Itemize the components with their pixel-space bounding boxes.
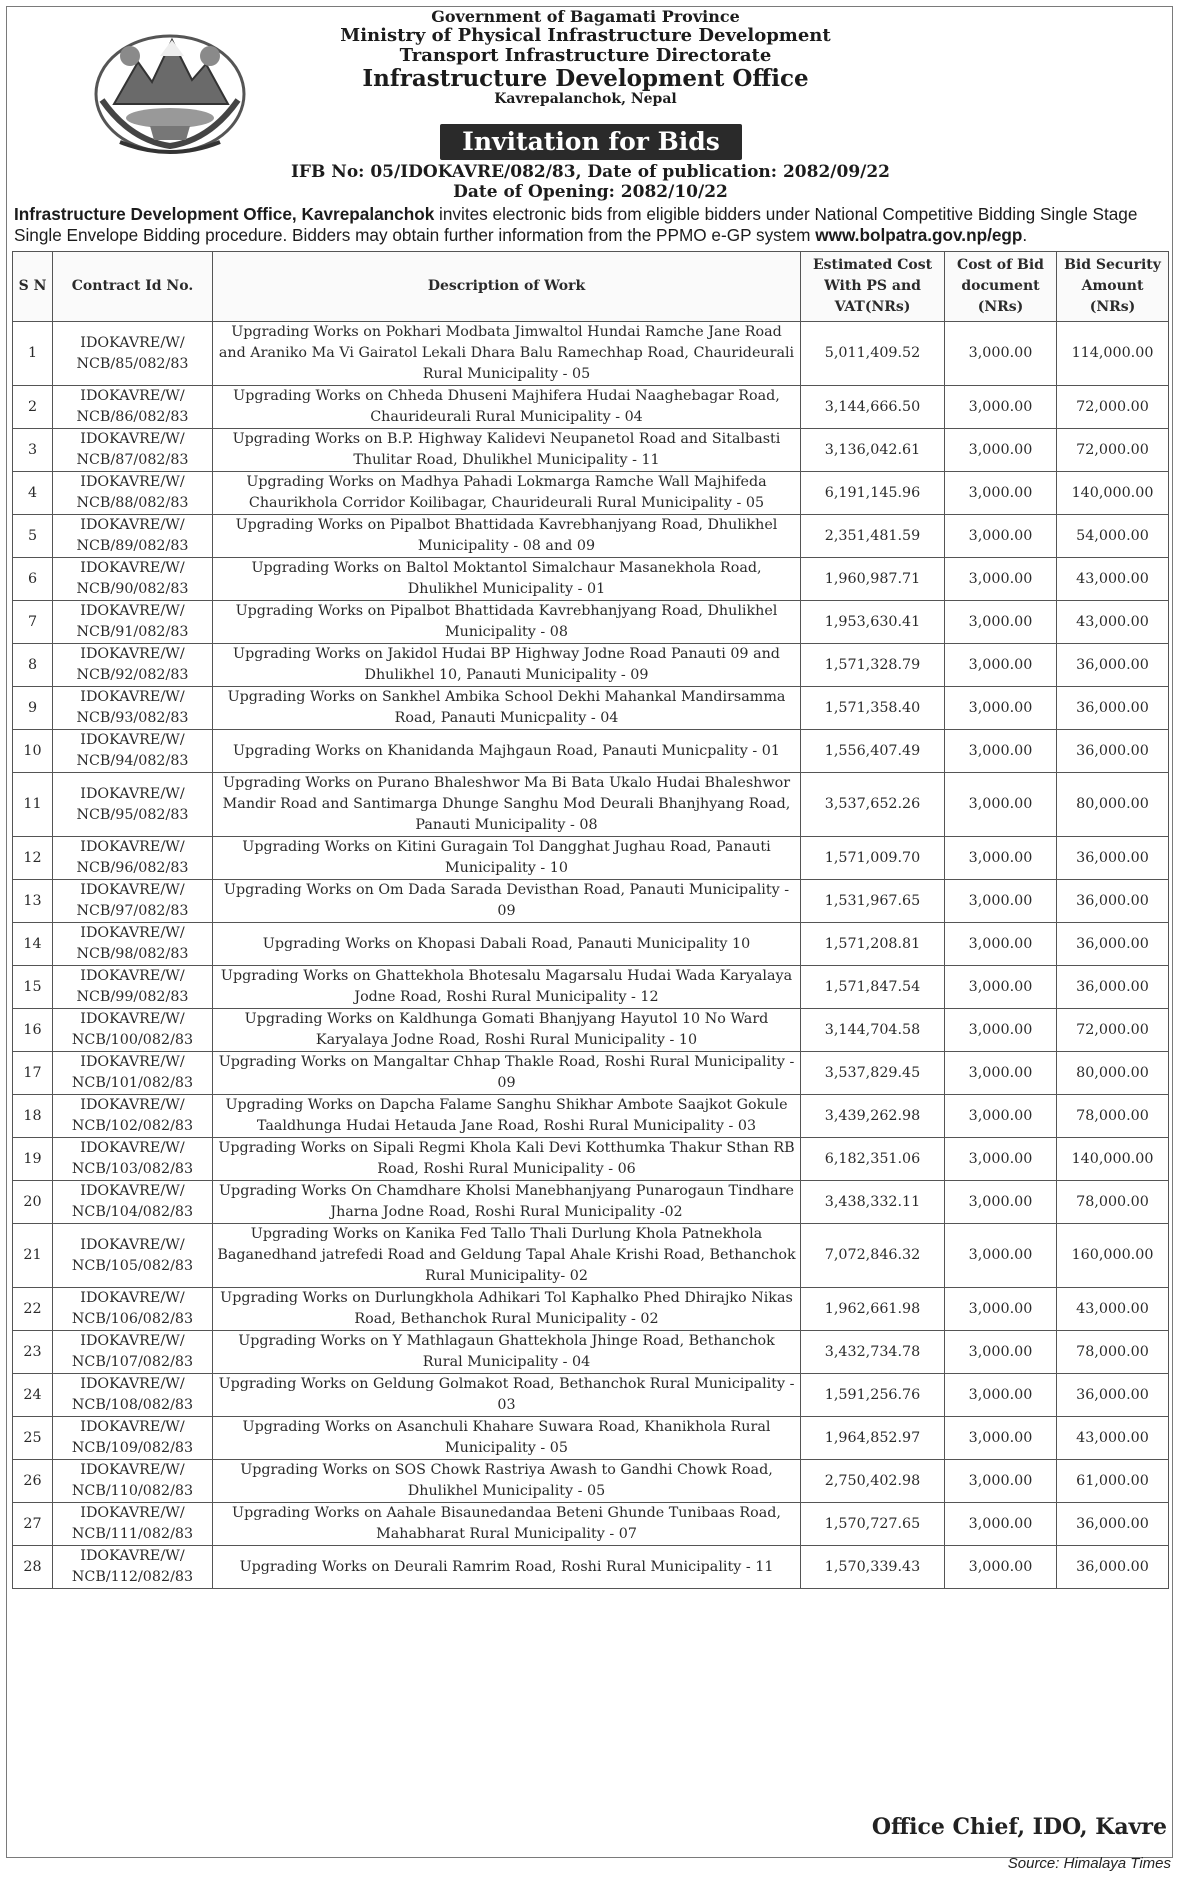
table-row <box>13 558 1169 601</box>
row-sn: 23 <box>13 1331 53 1374</box>
row-contract-id: IDOKAVRE/W/ NCB/97/082/83 <box>53 880 213 923</box>
row-doc-cost: 3,000.00 <box>945 1095 1057 1138</box>
row-bid-security: 72,000.00 <box>1057 1009 1169 1052</box>
table-row <box>13 1052 1169 1095</box>
row-bid-security: 43,000.00 <box>1057 1288 1169 1331</box>
table-row <box>13 1224 1169 1288</box>
row-sn: 22 <box>13 1288 53 1331</box>
row-contract-id: IDOKAVRE/W/ NCB/88/082/83 <box>53 472 213 515</box>
row-bid-security: 78,000.00 <box>1057 1095 1169 1138</box>
table-row <box>13 923 1169 966</box>
table-row <box>13 1503 1169 1546</box>
row-contract-id: IDOKAVRE/W/ NCB/105/082/83 <box>53 1224 213 1288</box>
row-contract-id: IDOKAVRE/W/ NCB/111/082/83 <box>53 1503 213 1546</box>
row-sn: 19 <box>13 1138 53 1181</box>
row-description: Upgrading Works on Chheda Dhuseni Majhifera Hudai Naaghebagar Road, Chaurideurali Rural Municipality - 04 <box>213 386 801 429</box>
row-bid-security: 43,000.00 <box>1057 558 1169 601</box>
row-bid-security: 61,000.00 <box>1057 1460 1169 1503</box>
row-contract-id: IDOKAVRE/W/ NCB/96/082/83 <box>53 837 213 880</box>
row-bid-security: 78,000.00 <box>1057 1331 1169 1374</box>
row-doc-cost: 3,000.00 <box>945 601 1057 644</box>
row-bid-security: 72,000.00 <box>1057 386 1169 429</box>
row-sn: 13 <box>13 880 53 923</box>
row-estimated-cost: 1,570,339.43 <box>801 1546 945 1589</box>
row-estimated-cost: 6,182,351.06 <box>801 1138 945 1181</box>
row-contract-id: IDOKAVRE/W/ NCB/101/082/83 <box>53 1052 213 1095</box>
row-doc-cost: 3,000.00 <box>945 429 1057 472</box>
row-doc-cost: 3,000.00 <box>945 322 1057 386</box>
row-bid-security: 72,000.00 <box>1057 429 1169 472</box>
row-doc-cost: 3,000.00 <box>945 515 1057 558</box>
row-estimated-cost: 1,571,847.54 <box>801 966 945 1009</box>
row-estimated-cost: 3,537,652.26 <box>801 773 945 837</box>
row-estimated-cost: 2,750,402.98 <box>801 1460 945 1503</box>
row-description: Upgrading Works on Y Mathlagaun Ghattekhola Jhinge Road, Bethanchok Rural Municipality - 04 <box>213 1331 801 1374</box>
bids-table <box>12 251 1169 1589</box>
row-sn: 5 <box>13 515 53 558</box>
row-bid-security: 36,000.00 <box>1057 923 1169 966</box>
table-row <box>13 730 1169 773</box>
row-sn: 17 <box>13 1052 53 1095</box>
row-description: Upgrading Works on Pipalbot Bhattidada Kavrebhanjyang Road, Dhulikhel Municipality - 08 <box>213 601 801 644</box>
intro-text: invites electronic bids from eligible bidders under National Competitive Bidding Single Stage Single Envelope Bidding procedure. Bidders may obtain further information from the PPMO e-GP system <box>14 204 1138 245</box>
row-description: Upgrading Works on Pokhari Modbata Jimwaltol Hundai Ramche Jane Road and Araniko Ma Vi Gairatol Lekali Dhara Balu Ramechhap Road, Chaurideurali Rural Municipality - 05 <box>213 322 801 386</box>
row-description: Upgrading Works on Kaldhunga Gomati Bhanjyang Hayutol 10 No Ward Karyalaya Jodne Road, Roshi Rural Municipality - 10 <box>213 1009 801 1052</box>
directorate-name: Transport Infrastructure Directorate <box>399 45 772 67</box>
row-estimated-cost: 3,438,332.11 <box>801 1181 945 1224</box>
table-row <box>13 837 1169 880</box>
row-description: Upgrading Works on Aahale Bisaunedandaa Beteni Ghunde Tunibaas Road, Mahabharat Rural Municipality - 07 <box>213 1503 801 1546</box>
row-estimated-cost: 7,072,846.32 <box>801 1224 945 1288</box>
header-estimated-cost: Estimated Cost With PS and VAT(NRs) <box>801 252 945 322</box>
row-contract-id: IDOKAVRE/W/ NCB/94/082/83 <box>53 730 213 773</box>
table-row <box>13 880 1169 923</box>
row-sn: 11 <box>13 773 53 837</box>
row-bid-security: 43,000.00 <box>1057 601 1169 644</box>
row-description: Upgrading Works on Jakidol Hudai BP Highway Jodne Road Panauti 09 and Dhulikhel 10, Panauti Municipality - 09 <box>213 644 801 687</box>
row-sn: 8 <box>13 644 53 687</box>
intro-office: Infrastructure Development Office, Kavrepalanchok <box>14 204 435 224</box>
table-row <box>13 1138 1169 1181</box>
row-contract-id: IDOKAVRE/W/ NCB/99/082/83 <box>53 966 213 1009</box>
row-estimated-cost: 3,537,829.45 <box>801 1052 945 1095</box>
row-description: Upgrading Works on Pipalbot Bhattidada Kavrebhanjyang Road, Dhulikhel Municipality - 08 and 09 <box>213 515 801 558</box>
table-row <box>13 644 1169 687</box>
row-doc-cost: 3,000.00 <box>945 687 1057 730</box>
row-contract-id: IDOKAVRE/W/ NCB/102/082/83 <box>53 1095 213 1138</box>
header-bid-security: Bid Security Amount (NRs) <box>1057 252 1169 322</box>
row-sn: 21 <box>13 1224 53 1288</box>
row-estimated-cost: 1,556,407.49 <box>801 730 945 773</box>
table-row <box>13 1288 1169 1331</box>
row-estimated-cost: 1,964,852.97 <box>801 1417 945 1460</box>
row-doc-cost: 3,000.00 <box>945 386 1057 429</box>
row-estimated-cost: 1,960,987.71 <box>801 558 945 601</box>
row-description: Upgrading Works on Dapcha Falame Sanghu Shikhar Ambote Saajkot Gokule Taaldhunga Hudai Hetauda Jane Road, Roshi Rural Municipality - 03 <box>213 1095 801 1138</box>
row-description: Upgrading Works on Kitini Guragain Tol Dangghat Jughau Road, Panauti Municipality - 10 <box>213 837 801 880</box>
row-bid-security: 36,000.00 <box>1057 966 1169 1009</box>
row-doc-cost: 3,000.00 <box>945 730 1057 773</box>
row-doc-cost: 3,000.00 <box>945 923 1057 966</box>
signature: Office Chief, IDO, Kavre <box>871 1814 1167 1840</box>
ministry-name: Ministry of Physical Infrastructure Development <box>340 24 831 46</box>
row-sn: 10 <box>13 730 53 773</box>
row-description: Upgrading Works on Mangaltar Chhap Thakle Road, Roshi Rural Municipality - 09 <box>213 1052 801 1095</box>
row-doc-cost: 3,000.00 <box>945 1224 1057 1288</box>
row-description: Upgrading Works on Khopasi Dabali Road, Panauti Municipality 10 <box>213 923 801 966</box>
row-contract-id: IDOKAVRE/W/ NCB/92/082/83 <box>53 644 213 687</box>
header-description: Description of Work <box>213 252 801 322</box>
row-estimated-cost: 3,432,734.78 <box>801 1331 945 1374</box>
row-bid-security: 36,000.00 <box>1057 730 1169 773</box>
table-row <box>13 1095 1169 1138</box>
row-estimated-cost: 3,144,704.58 <box>801 1009 945 1052</box>
row-estimated-cost: 3,439,262.98 <box>801 1095 945 1138</box>
row-doc-cost: 3,000.00 <box>945 1009 1057 1052</box>
row-doc-cost: 3,000.00 <box>945 1374 1057 1417</box>
row-contract-id: IDOKAVRE/W/ NCB/95/082/83 <box>53 773 213 837</box>
row-bid-security: 140,000.00 <box>1057 472 1169 515</box>
row-contract-id: IDOKAVRE/W/ NCB/86/082/83 <box>53 386 213 429</box>
row-bid-security: 140,000.00 <box>1057 1138 1169 1181</box>
table-row <box>13 601 1169 644</box>
header-doc-cost: Cost of Bid document (NRs) <box>945 252 1057 322</box>
row-bid-security: 78,000.00 <box>1057 1181 1169 1224</box>
row-sn: 7 <box>13 601 53 644</box>
row-description: Upgrading Works on Baltol Moktantol Simalchaur Masanekhola Road, Dhulikhel Municipality - 01 <box>213 558 801 601</box>
row-sn: 9 <box>13 687 53 730</box>
row-bid-security: 36,000.00 <box>1057 1546 1169 1589</box>
row-description: Upgrading Works on Sipali Regmi Khola Kali Devi Kotthumka Thakur Sthan RB Road, Roshi Rural Municipality - 06 <box>213 1138 801 1181</box>
table-row <box>13 1374 1169 1417</box>
row-doc-cost: 3,000.00 <box>945 1460 1057 1503</box>
office-name: Infrastructure Development Office <box>362 65 809 93</box>
row-contract-id: IDOKAVRE/W/ NCB/104/082/83 <box>53 1181 213 1224</box>
intro-paragraph <box>14 204 1170 246</box>
row-sn: 18 <box>13 1095 53 1138</box>
row-bid-security: 80,000.00 <box>1057 773 1169 837</box>
row-sn: 6 <box>13 558 53 601</box>
row-estimated-cost: 1,571,009.70 <box>801 837 945 880</box>
row-sn: 3 <box>13 429 53 472</box>
table-row <box>13 322 1169 386</box>
row-doc-cost: 3,000.00 <box>945 1331 1057 1374</box>
row-bid-security: 36,000.00 <box>1057 1503 1169 1546</box>
row-estimated-cost: 1,591,256.76 <box>801 1374 945 1417</box>
row-contract-id: IDOKAVRE/W/ NCB/109/082/83 <box>53 1417 213 1460</box>
row-bid-security: 80,000.00 <box>1057 1052 1169 1095</box>
row-description: Upgrading Works on Om Dada Sarada Devisthan Road, Panauti Municipality - 09 <box>213 880 801 923</box>
row-description: Upgrading Works on SOS Chowk Rastriya Awash to Gandhi Chowk Road, Dhulikhel Municipality - 05 <box>213 1460 801 1503</box>
row-description: Upgrading Works on Sankhel Ambika School Dekhi Mahankal Mandirsamma Road, Panauti Municpality - 04 <box>213 687 801 730</box>
row-sn: 20 <box>13 1181 53 1224</box>
row-doc-cost: 3,000.00 <box>945 1181 1057 1224</box>
row-contract-id: IDOKAVRE/W/ NCB/106/082/83 <box>53 1288 213 1331</box>
row-estimated-cost: 3,144,666.50 <box>801 386 945 429</box>
row-doc-cost: 3,000.00 <box>945 1288 1057 1331</box>
office-location: Kavrepalanchok, Nepal <box>494 90 677 107</box>
row-estimated-cost: 2,351,481.59 <box>801 515 945 558</box>
row-doc-cost: 3,000.00 <box>945 966 1057 1009</box>
table-row <box>13 1331 1169 1374</box>
row-contract-id: IDOKAVRE/W/ NCB/112/082/83 <box>53 1546 213 1589</box>
row-contract-id: IDOKAVRE/W/ NCB/110/082/83 <box>53 1460 213 1503</box>
row-estimated-cost: 5,011,409.52 <box>801 322 945 386</box>
row-estimated-cost: 1,571,358.40 <box>801 687 945 730</box>
table-row <box>13 773 1169 837</box>
table-row <box>13 1181 1169 1224</box>
table-row <box>13 1460 1169 1503</box>
row-sn: 28 <box>13 1546 53 1589</box>
row-contract-id: IDOKAVRE/W/ NCB/91/082/83 <box>53 601 213 644</box>
table-row <box>13 472 1169 515</box>
row-sn: 24 <box>13 1374 53 1417</box>
row-sn: 1 <box>13 322 53 386</box>
row-description: Upgrading Works on Khanidanda Majhgaun Road, Panauti Municpality - 01 <box>213 730 801 773</box>
row-estimated-cost: 1,571,328.79 <box>801 644 945 687</box>
row-contract-id: IDOKAVRE/W/ NCB/89/082/83 <box>53 515 213 558</box>
row-bid-security: 160,000.00 <box>1057 1224 1169 1288</box>
row-bid-security: 36,000.00 <box>1057 644 1169 687</box>
row-estimated-cost: 3,136,042.61 <box>801 429 945 472</box>
row-contract-id: IDOKAVRE/W/ NCB/103/082/83 <box>53 1138 213 1181</box>
row-bid-security: 36,000.00 <box>1057 880 1169 923</box>
row-description: Upgrading Works on Purano Bhaleshwor Ma Bi Bata Ukalo Hudai Bhaleshwor Mandir Road and Santimarga Dhunge Sanghu Mod Deurali Bhanjhyang Road, Panauti Municipality - 08 <box>213 773 801 837</box>
row-estimated-cost: 1,953,630.41 <box>801 601 945 644</box>
egp-link[interactable]: www.bolpatra.gov.np/egp <box>815 225 1023 245</box>
row-estimated-cost: 1,570,727.65 <box>801 1503 945 1546</box>
table-row <box>13 1546 1169 1589</box>
row-estimated-cost: 1,571,208.81 <box>801 923 945 966</box>
table-row <box>13 386 1169 429</box>
row-sn: 25 <box>13 1417 53 1460</box>
government-name: Government of Bagamati Province <box>431 7 740 26</box>
row-description: Upgrading Works On Chamdhare Kholsi Manebhanjyang Punarogaun Tindhare Jharna Jodne Road, Roshi Rural Municipality -02 <box>213 1181 801 1224</box>
row-bid-security: 36,000.00 <box>1057 687 1169 730</box>
table-row <box>13 687 1169 730</box>
row-sn: 15 <box>13 966 53 1009</box>
row-sn: 12 <box>13 837 53 880</box>
intro-end: . <box>1022 225 1028 245</box>
row-doc-cost: 3,000.00 <box>945 1546 1057 1589</box>
row-bid-security: 36,000.00 <box>1057 1374 1169 1417</box>
row-description: Upgrading Works on Asanchuli Khahare Suwara Road, Khanikhola Rural Municipality - 05 <box>213 1417 801 1460</box>
row-bid-security: 36,000.00 <box>1057 837 1169 880</box>
row-description: Upgrading Works on Durlungkhola Adhikari Tol Kaphalko Phed Dhirajko Nikas Road, Bethanchok Rural Municipality - 02 <box>213 1288 801 1331</box>
table-header-row <box>13 252 1169 322</box>
table-body <box>13 322 1169 1589</box>
row-doc-cost: 3,000.00 <box>945 837 1057 880</box>
row-doc-cost: 3,000.00 <box>945 644 1057 687</box>
row-estimated-cost: 6,191,145.96 <box>801 472 945 515</box>
table-row <box>13 515 1169 558</box>
row-contract-id: IDOKAVRE/W/ NCB/108/082/83 <box>53 1374 213 1417</box>
row-doc-cost: 3,000.00 <box>945 1052 1057 1095</box>
table-row <box>13 1009 1169 1052</box>
row-description: Upgrading Works on Madhya Pahadi Lokmarga Ramche Wall Majhifeda Chaurikhola Corridor Koilibagar, Chaurideurali Rural Municipality - 05 <box>213 472 801 515</box>
row-contract-id: IDOKAVRE/W/ NCB/90/082/83 <box>53 558 213 601</box>
row-sn: 27 <box>13 1503 53 1546</box>
row-doc-cost: 3,000.00 <box>945 558 1057 601</box>
row-sn: 14 <box>13 923 53 966</box>
row-description: Upgrading Works on B.P. Highway Kalidevi Neupanetol Road and Sitalbasti Thulitar Road, Dhulikhel Municipality - 11 <box>213 429 801 472</box>
row-contract-id: IDOKAVRE/W/ NCB/107/082/83 <box>53 1331 213 1374</box>
table-row <box>13 1417 1169 1460</box>
row-doc-cost: 3,000.00 <box>945 472 1057 515</box>
row-doc-cost: 3,000.00 <box>945 773 1057 837</box>
row-sn: 4 <box>13 472 53 515</box>
row-description: Upgrading Works on Kanika Fed Tallo Thali Durlung Khola Patnekhola Baganedhand jatrefedi Road and Geldung Tapal Ahale Krishi Road, Bethanchok Rural Municipality- 02 <box>213 1224 801 1288</box>
row-contract-id: IDOKAVRE/W/ NCB/85/082/83 <box>53 322 213 386</box>
row-contract-id: IDOKAVRE/W/ NCB/87/082/83 <box>53 429 213 472</box>
row-description: Upgrading Works on Ghattekhola Bhotesalu Magarsalu Hudai Wada Karyalaya Jodne Road, Roshi Rural Municipality - 12 <box>213 966 801 1009</box>
source-credit: Source: Himalaya Times <box>1007 1855 1171 1872</box>
opening-date-line: Date of Opening: 2082/10/22 <box>453 182 728 202</box>
row-contract-id: IDOKAVRE/W/ NCB/93/082/83 <box>53 687 213 730</box>
row-bid-security: 114,000.00 <box>1057 322 1169 386</box>
notice-title: Invitation for Bids <box>440 124 742 160</box>
ifb-number-line: IFB No: 05/IDOKAVRE/082/83, Date of publication: 2082/09/22 <box>290 162 891 182</box>
row-description: Upgrading Works on Deurali Ramrim Road, Roshi Rural Municipality - 11 <box>213 1546 801 1589</box>
table-row <box>13 429 1169 472</box>
row-sn: 2 <box>13 386 53 429</box>
row-sn: 16 <box>13 1009 53 1052</box>
row-bid-security: 54,000.00 <box>1057 515 1169 558</box>
row-contract-id: IDOKAVRE/W/ NCB/100/082/83 <box>53 1009 213 1052</box>
notice-header <box>0 8 1181 108</box>
header-sn: S N <box>13 252 53 322</box>
header-contract-id: Contract Id No. <box>53 252 213 322</box>
row-description: Upgrading Works on Geldung Golmakot Road, Bethanchok Rural Municipality - 03 <box>213 1374 801 1417</box>
row-doc-cost: 3,000.00 <box>945 880 1057 923</box>
row-sn: 26 <box>13 1460 53 1503</box>
row-doc-cost: 3,000.00 <box>945 1417 1057 1460</box>
row-estimated-cost: 1,531,967.65 <box>801 880 945 923</box>
row-bid-security: 43,000.00 <box>1057 1417 1169 1460</box>
row-contract-id: IDOKAVRE/W/ NCB/98/082/83 <box>53 923 213 966</box>
row-doc-cost: 3,000.00 <box>945 1503 1057 1546</box>
row-doc-cost: 3,000.00 <box>945 1138 1057 1181</box>
table-row <box>13 966 1169 1009</box>
row-estimated-cost: 1,962,661.98 <box>801 1288 945 1331</box>
